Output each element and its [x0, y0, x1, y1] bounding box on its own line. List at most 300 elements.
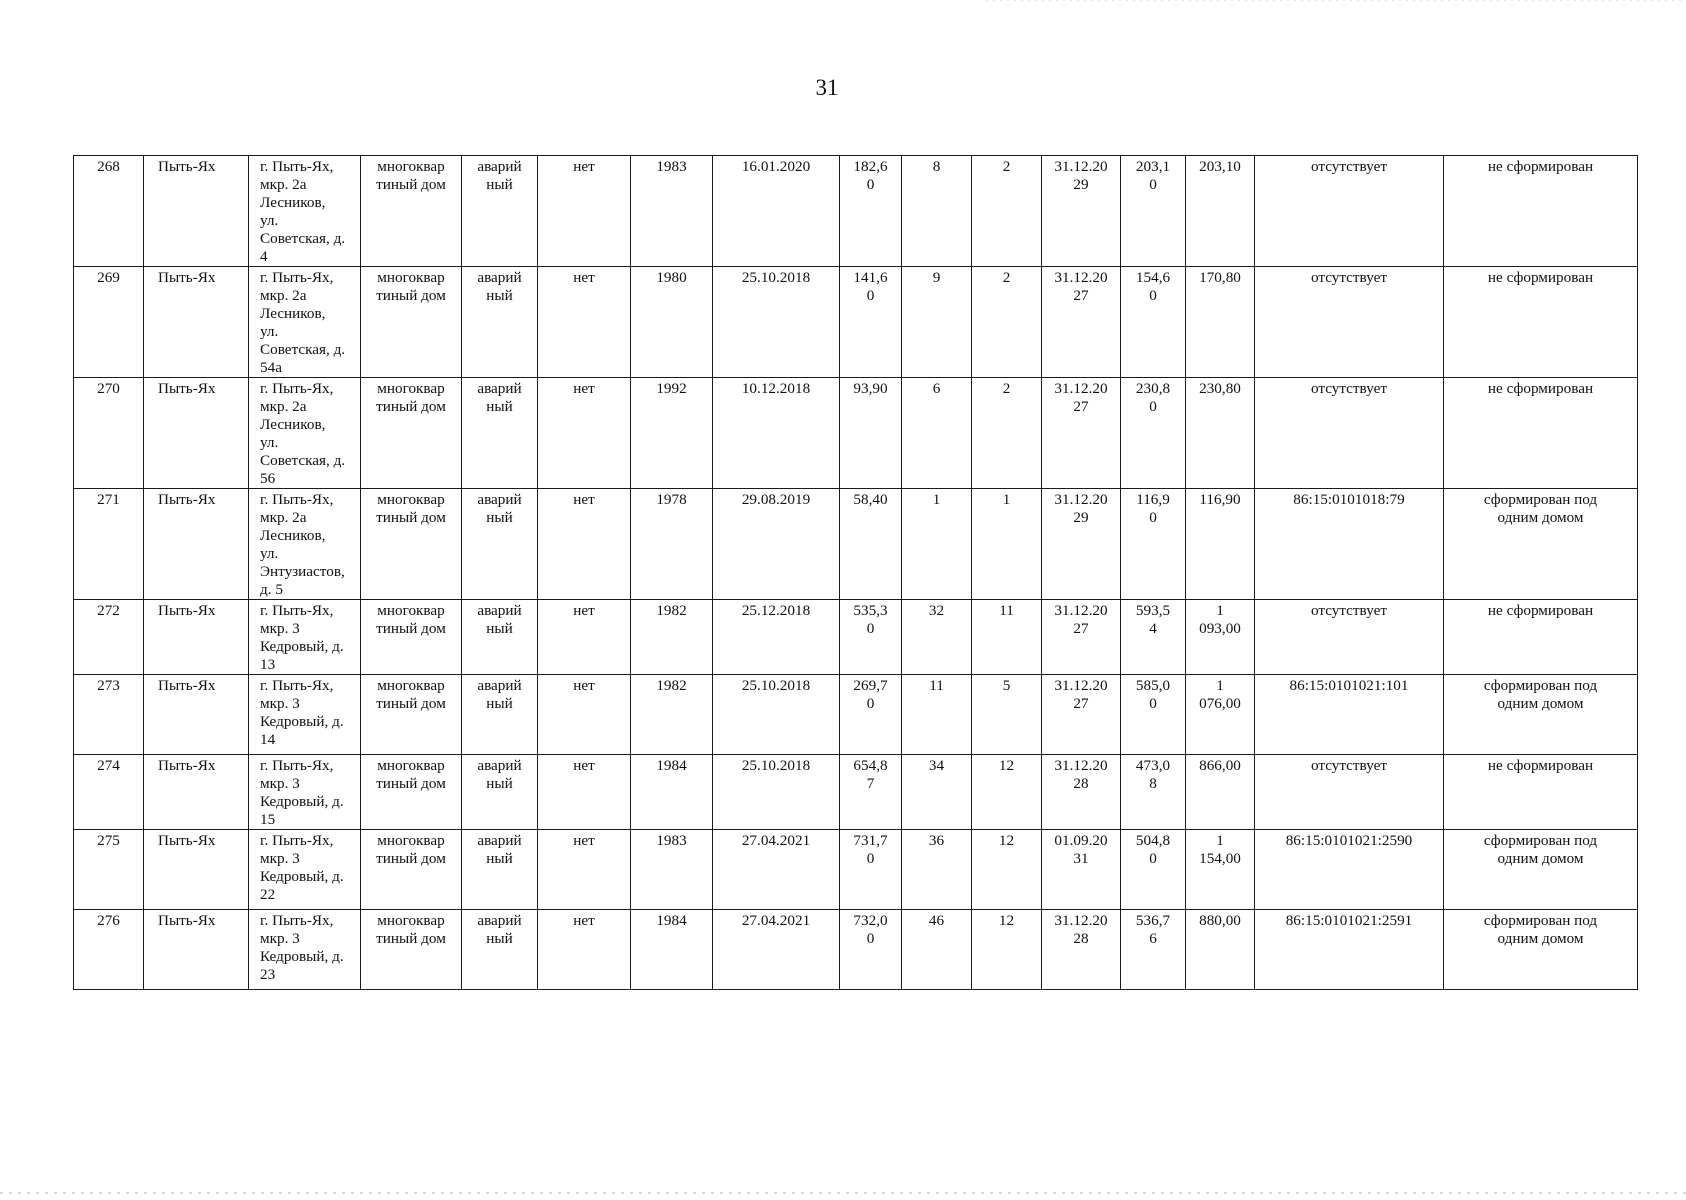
date-text: 25.10.2018: [741, 269, 811, 286]
flag-text: нет: [573, 677, 595, 694]
deadline-cell: [1042, 675, 1121, 755]
area2-cell: [1121, 600, 1186, 675]
address-text: г. Пыть-Ях, мкр. 3 Кедровый, д. 22: [260, 832, 344, 903]
date-text: 25.12.2018: [741, 602, 811, 619]
residents-cell: [902, 378, 972, 489]
area3-text: 866,00: [1199, 757, 1241, 774]
row-number-cell: [74, 600, 144, 675]
cadastral-number-text: отсутствует: [1311, 602, 1387, 619]
address-cell: [249, 267, 361, 378]
house-type-text: многоквар тиный дом: [376, 158, 446, 193]
address-cell: [249, 156, 361, 267]
address-cell: [249, 675, 361, 755]
address-text: г. Пыть-Ях, мкр. 2а Лесников, ул. Советская, д. 4: [260, 158, 346, 265]
city-text: Пыть-Ях: [158, 912, 216, 929]
deadline-text: 01.09.20 31: [1054, 832, 1108, 867]
row-number-text: 275: [97, 832, 120, 849]
area2-text: 593,5 4: [1135, 602, 1171, 637]
house-type-cell: [361, 755, 462, 830]
scan-artifact-top: [986, 0, 1686, 1]
flag-cell: [538, 156, 631, 267]
apartments-cell: [972, 489, 1042, 600]
area3-text: 116,90: [1199, 491, 1241, 508]
condition-text: аварий ный: [477, 832, 522, 867]
apartments-text: 5: [1002, 677, 1011, 694]
address-text: г. Пыть-Ях, мкр. 2а Лесников, ул. Советская, д. 54а: [260, 269, 346, 376]
area-cell: [840, 910, 902, 990]
cadastral-number-text: 86:15:0101021:2591: [1285, 912, 1413, 929]
year-text: 1980: [656, 269, 687, 286]
area-text: 269,7 0: [853, 677, 888, 712]
year-text: 1983: [656, 832, 687, 849]
area2-cell: [1121, 156, 1186, 267]
house-type-text: многоквар тиный дом: [376, 602, 446, 637]
address-text: г. Пыть-Ях, мкр. 2а Лесников, ул. Советская, д. 56: [260, 380, 346, 487]
condition-text: аварий ный: [477, 757, 522, 792]
residents-text: 6: [932, 380, 941, 397]
row-number-text: 270: [97, 380, 120, 397]
cadastral-number-text: 86:15:0101018:79: [1293, 491, 1405, 508]
deadline-text: 31.12.20 28: [1054, 912, 1108, 947]
apartments-cell: [972, 675, 1042, 755]
area3-text: 203,10: [1199, 158, 1241, 175]
land-status-cell: [1444, 600, 1638, 675]
year-cell: [631, 489, 713, 600]
area2-cell: [1121, 489, 1186, 600]
row-number-cell: [74, 910, 144, 990]
house-type-text: многоквар тиный дом: [376, 757, 446, 792]
date-text: 10.12.2018: [741, 380, 811, 397]
deadline-cell: [1042, 489, 1121, 600]
year-cell: [631, 378, 713, 489]
cadastral-number-cell: [1255, 156, 1444, 267]
year-text: 1978: [656, 491, 687, 508]
area2-text: 230,8 0: [1135, 380, 1171, 415]
area-text: 93,90: [853, 380, 888, 397]
city-cell: [144, 156, 249, 267]
date-text: 27.04.2021: [741, 912, 811, 929]
house-type-text: многоквар тиный дом: [376, 491, 446, 526]
flag-cell: [538, 489, 631, 600]
land-status-text: сформирован под одним домом: [1483, 491, 1598, 526]
date-cell: [713, 675, 840, 755]
city-cell: [144, 910, 249, 990]
year-cell: [631, 910, 713, 990]
area2-cell: [1121, 378, 1186, 489]
area-cell: [840, 830, 902, 910]
flag-cell: [538, 830, 631, 910]
residents-cell: [902, 910, 972, 990]
condition-cell: [462, 489, 538, 600]
residents-cell: [902, 830, 972, 910]
area3-cell: [1186, 675, 1255, 755]
area2-text: 203,1 0: [1135, 158, 1171, 193]
address-text: г. Пыть-Ях, мкр. 3 Кедровый, д. 15: [260, 757, 344, 828]
row-number-cell: [74, 675, 144, 755]
city-text: Пыть-Ях: [158, 757, 216, 774]
land-status-cell: [1444, 156, 1638, 267]
table-row: [74, 489, 1638, 600]
area-text: 141,6 0: [853, 269, 888, 304]
deadline-text: 31.12.20 29: [1054, 158, 1108, 193]
condition-cell: [462, 378, 538, 489]
house-type-text: многоквар тиный дом: [376, 832, 446, 867]
date-cell: [713, 489, 840, 600]
year-cell: [631, 830, 713, 910]
deadline-cell: [1042, 755, 1121, 830]
condition-text: аварий ный: [477, 677, 522, 712]
condition-cell: [462, 675, 538, 755]
year-text: 1982: [656, 602, 687, 619]
land-status-text: сформирован под одним домом: [1483, 677, 1598, 712]
residents-cell: [902, 267, 972, 378]
flag-text: нет: [573, 380, 595, 397]
apartments-text: 2: [1002, 158, 1011, 175]
apartments-text: 12: [998, 757, 1015, 774]
city-text: Пыть-Ях: [158, 677, 216, 694]
flag-text: нет: [573, 158, 595, 175]
house-type-cell: [361, 600, 462, 675]
area-text: 535,3 0: [853, 602, 888, 637]
city-cell: [144, 830, 249, 910]
deadline-text: 31.12.20 27: [1054, 677, 1108, 712]
house-type-text: многоквар тиный дом: [376, 677, 446, 712]
deadline-cell: [1042, 156, 1121, 267]
address-text: г. Пыть-Ях, мкр. 3 Кедровый, д. 23: [260, 912, 344, 983]
row-number-cell: [74, 156, 144, 267]
deadline-cell: [1042, 830, 1121, 910]
condition-cell: [462, 910, 538, 990]
condition-cell: [462, 830, 538, 910]
cadastral-number-cell: [1255, 489, 1444, 600]
table-row: [74, 600, 1638, 675]
address-cell: [249, 910, 361, 990]
address-cell: [249, 489, 361, 600]
area-text: 654,8 7: [853, 757, 888, 792]
apartments-cell: [972, 378, 1042, 489]
row-number-text: 274: [97, 757, 120, 774]
flag-cell: [538, 600, 631, 675]
deadline-cell: [1042, 910, 1121, 990]
land-status-cell: [1444, 675, 1638, 755]
land-status-text: не сформирован: [1487, 380, 1594, 397]
flag-text: нет: [573, 491, 595, 508]
year-text: 1982: [656, 677, 687, 694]
city-cell: [144, 755, 249, 830]
residents-text: 36: [928, 832, 945, 849]
flag-cell: [538, 675, 631, 755]
apartments-cell: [972, 910, 1042, 990]
land-status-text: сформирован под одним домом: [1483, 912, 1598, 947]
area3-cell: [1186, 600, 1255, 675]
cadastral-number-cell: [1255, 910, 1444, 990]
area-cell: [840, 675, 902, 755]
date-text: 25.10.2018: [741, 677, 811, 694]
house-type-text: многоквар тиный дом: [376, 380, 446, 415]
house-type-cell: [361, 267, 462, 378]
city-text: Пыть-Ях: [158, 491, 216, 508]
area-cell: [840, 489, 902, 600]
date-text: 16.01.2020: [741, 158, 811, 175]
city-cell: [144, 489, 249, 600]
condition-text: аварий ный: [477, 269, 522, 304]
row-number-cell: [74, 755, 144, 830]
cadastral-number-cell: [1255, 675, 1444, 755]
city-text: Пыть-Ях: [158, 832, 216, 849]
residents-text: 11: [929, 677, 944, 694]
year-text: 1984: [656, 757, 687, 774]
land-status-cell: [1444, 910, 1638, 990]
city-text: Пыть-Ях: [158, 602, 216, 619]
area-cell: [840, 755, 902, 830]
row-number-text: 272: [97, 602, 120, 619]
address-cell: [249, 830, 361, 910]
row-number-cell: [74, 489, 144, 600]
area3-text: 1 076,00: [1199, 677, 1241, 712]
area-text: 731,7 0: [853, 832, 888, 867]
deadline-cell: [1042, 267, 1121, 378]
year-cell: [631, 267, 713, 378]
address-cell: [249, 755, 361, 830]
area3-text: 230,80: [1199, 380, 1241, 397]
cadastral-number-cell: [1255, 378, 1444, 489]
address-text: г. Пыть-Ях, мкр. 3 Кедровый, д. 14: [260, 677, 344, 748]
apartments-text: 12: [998, 912, 1015, 929]
row-number-cell: [74, 378, 144, 489]
area3-text: 1 154,00: [1199, 832, 1241, 867]
condition-text: аварий ный: [477, 602, 522, 637]
residents-text: 32: [928, 602, 945, 619]
house-type-cell: [361, 675, 462, 755]
area3-cell: [1186, 378, 1255, 489]
land-status-cell: [1444, 489, 1638, 600]
row-number-cell: [74, 830, 144, 910]
city-text: Пыть-Ях: [158, 158, 216, 175]
area2-text: 154,6 0: [1135, 269, 1171, 304]
scan-artifact-bottom: [0, 1192, 1686, 1194]
area2-cell: [1121, 910, 1186, 990]
year-cell: [631, 755, 713, 830]
apartments-cell: [972, 156, 1042, 267]
table-body: [74, 156, 1638, 990]
area-text: 182,6 0: [853, 158, 888, 193]
area-cell: [840, 156, 902, 267]
row-number-text: 269: [97, 269, 120, 286]
apartments-cell: [972, 267, 1042, 378]
date-cell: [713, 755, 840, 830]
area2-text: 473,0 8: [1135, 757, 1171, 792]
city-text: Пыть-Ях: [158, 380, 216, 397]
area2-cell: [1121, 755, 1186, 830]
house-type-cell: [361, 378, 462, 489]
flag-cell: [538, 267, 631, 378]
deadline-text: 31.12.20 27: [1054, 269, 1108, 304]
residents-cell: [902, 156, 972, 267]
area3-cell: [1186, 267, 1255, 378]
date-text: 29.08.2019: [741, 491, 811, 508]
date-text: 27.04.2021: [741, 832, 811, 849]
flag-cell: [538, 755, 631, 830]
row-number-text: 276: [97, 912, 120, 929]
year-text: 1984: [656, 912, 687, 929]
housing-registry-table: [73, 155, 1638, 990]
cadastral-number-text: отсутствует: [1311, 158, 1387, 175]
flag-cell: [538, 910, 631, 990]
residents-text: 9: [932, 269, 941, 286]
cadastral-number-text: отсутствует: [1311, 380, 1387, 397]
residents-cell: [902, 489, 972, 600]
deadline-text: 31.12.20 27: [1054, 380, 1108, 415]
area2-cell: [1121, 675, 1186, 755]
apartments-text: 1: [1002, 491, 1011, 508]
land-status-cell: [1444, 267, 1638, 378]
land-status-text: сформирован под одним домом: [1483, 832, 1598, 867]
address-text: г. Пыть-Ях, мкр. 3 Кедровый, д. 13: [260, 602, 344, 673]
cadastral-number-text: 86:15:0101021:101: [1289, 677, 1409, 694]
year-cell: [631, 156, 713, 267]
cadastral-number-cell: [1255, 755, 1444, 830]
city-text: Пыть-Ях: [158, 269, 216, 286]
row-number-text: 273: [97, 677, 120, 694]
table-row: [74, 267, 1638, 378]
apartments-text: 12: [998, 832, 1015, 849]
row-number-cell: [74, 267, 144, 378]
condition-text: аварий ный: [477, 491, 522, 526]
cadastral-number-text: отсутствует: [1311, 757, 1387, 774]
area3-cell: [1186, 910, 1255, 990]
year-cell: [631, 600, 713, 675]
year-text: 1992: [656, 380, 687, 397]
condition-cell: [462, 156, 538, 267]
row-number-text: 271: [97, 491, 120, 508]
page-number: 31: [815, 75, 839, 100]
apartments-text: 11: [999, 602, 1014, 619]
area3-cell: [1186, 156, 1255, 267]
residents-cell: [902, 600, 972, 675]
area-cell: [840, 600, 902, 675]
area2-cell: [1121, 267, 1186, 378]
land-status-cell: [1444, 755, 1638, 830]
date-cell: [713, 378, 840, 489]
city-cell: [144, 600, 249, 675]
apartments-text: 2: [1002, 380, 1011, 397]
area2-cell: [1121, 830, 1186, 910]
deadline-text: 31.12.20 27: [1054, 602, 1108, 637]
cadastral-number-cell: [1255, 267, 1444, 378]
table-row: [74, 378, 1638, 489]
date-cell: [713, 156, 840, 267]
land-status-text: не сформирован: [1487, 269, 1594, 286]
date-cell: [713, 600, 840, 675]
flag-text: нет: [573, 757, 595, 774]
flag-cell: [538, 378, 631, 489]
area2-text: 116,9 0: [1136, 491, 1170, 526]
land-status-cell: [1444, 830, 1638, 910]
address-cell: [249, 600, 361, 675]
condition-text: аварий ный: [477, 380, 522, 415]
area3-cell: [1186, 830, 1255, 910]
year-text: 1983: [656, 158, 687, 175]
flag-text: нет: [573, 832, 595, 849]
year-cell: [631, 675, 713, 755]
area3-text: 880,00: [1199, 912, 1241, 929]
apartments-cell: [972, 600, 1042, 675]
city-cell: [144, 378, 249, 489]
residents-text: 8: [932, 158, 941, 175]
land-status-text: не сформирован: [1487, 602, 1594, 619]
city-cell: [144, 675, 249, 755]
house-type-cell: [361, 830, 462, 910]
cadastral-number-cell: [1255, 830, 1444, 910]
land-status-text: не сформирован: [1487, 158, 1594, 175]
house-type-cell: [361, 156, 462, 267]
address-text: г. Пыть-Ях, мкр. 2а Лесников, ул. Энтузиастов, д. 5: [260, 491, 345, 598]
area-text: 58,40: [853, 491, 888, 508]
area3-text: 170,80: [1199, 269, 1241, 286]
area3-text: 1 093,00: [1199, 602, 1241, 637]
condition-cell: [462, 600, 538, 675]
area2-text: 585,0 0: [1135, 677, 1171, 712]
apartments-text: 2: [1002, 269, 1011, 286]
flag-text: нет: [573, 602, 595, 619]
area2-text: 536,7 6: [1135, 912, 1171, 947]
deadline-text: 31.12.20 28: [1054, 757, 1108, 792]
row-number-text: 268: [97, 158, 120, 175]
area-cell: [840, 267, 902, 378]
condition-cell: [462, 755, 538, 830]
residents-text: 34: [928, 757, 945, 774]
house-type-text: многоквар тиный дом: [376, 912, 446, 947]
land-status-text: не сформирован: [1487, 757, 1594, 774]
area3-cell: [1186, 489, 1255, 600]
date-text: 25.10.2018: [741, 757, 811, 774]
flag-text: нет: [573, 912, 595, 929]
area3-cell: [1186, 755, 1255, 830]
area-cell: [840, 378, 902, 489]
apartments-cell: [972, 830, 1042, 910]
land-status-cell: [1444, 378, 1638, 489]
cadastral-number-text: отсутствует: [1311, 269, 1387, 286]
date-cell: [713, 267, 840, 378]
table-row: [74, 830, 1638, 910]
cadastral-number-text: 86:15:0101021:2590: [1285, 832, 1413, 849]
table-row: [74, 755, 1638, 830]
address-cell: [249, 378, 361, 489]
table-row: [74, 156, 1638, 267]
residents-cell: [902, 755, 972, 830]
house-type-cell: [361, 910, 462, 990]
condition-cell: [462, 267, 538, 378]
deadline-cell: [1042, 378, 1121, 489]
apartments-cell: [972, 755, 1042, 830]
flag-text: нет: [573, 269, 595, 286]
condition-text: аварий ный: [477, 158, 522, 193]
deadline-text: 31.12.20 29: [1054, 491, 1108, 526]
table-row: [74, 910, 1638, 990]
cadastral-number-cell: [1255, 600, 1444, 675]
date-cell: [713, 910, 840, 990]
residents-cell: [902, 675, 972, 755]
residents-text: 1: [932, 491, 941, 508]
table-row: [74, 675, 1638, 755]
date-cell: [713, 830, 840, 910]
house-type-text: многоквар тиный дом: [376, 269, 446, 304]
area-text: 732,0 0: [853, 912, 888, 947]
city-cell: [144, 267, 249, 378]
condition-text: аварий ный: [477, 912, 522, 947]
house-type-cell: [361, 489, 462, 600]
residents-text: 46: [928, 912, 945, 929]
